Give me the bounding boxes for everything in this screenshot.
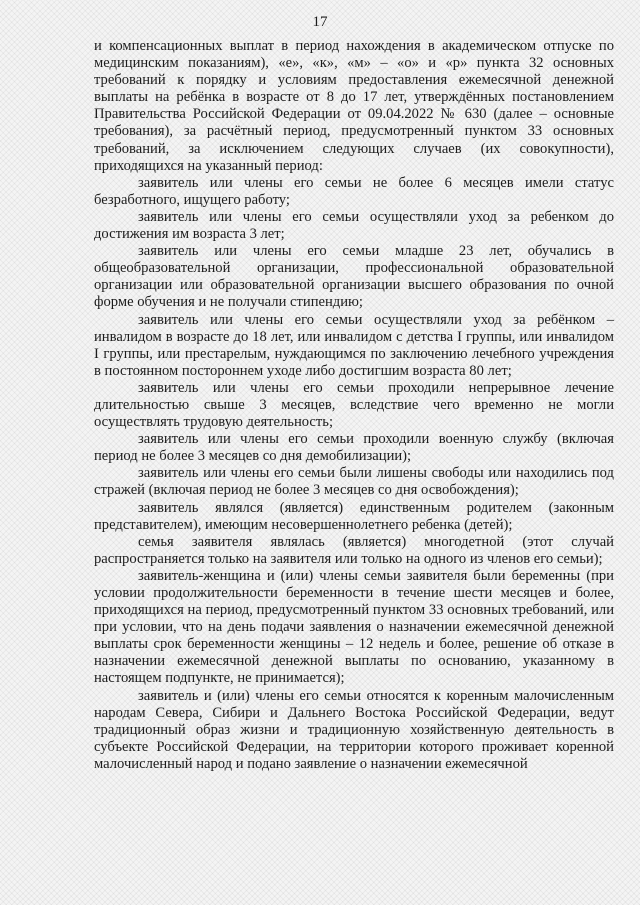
document-body — [94, 38, 614, 773]
paragraph: семья заявителя являлась (является) многодетной (этот случай распространяется только на заявителя или только на одного из членов его семьи); — [94, 533, 614, 567]
paragraph: заявитель и (или) члены его семьи относятся к коренным малочисленным народам Севера, Сибири и Дальнего Востока Российской Федерации, ведут традиционный образ жизни и традиционную хозяйственную деятельность в субъекте Российской Федерации, на территории которого проживает коренной малочисленный народ и подано заявление о назначении ежемесячной — [94, 687, 614, 772]
paragraph: заявитель или члены его семьи были лишены свободы или находились под стражей (включая период не более 3 месяцев со дня освобождения); — [94, 465, 614, 499]
paragraph: заявитель или члены его семьи осуществляли уход за ребёнком – инвалидом в возрасте до 18 лет, или инвалидом с детства I группы, или инвалидом I группы, или престарелым, нуждающимся по заключению лечебного учреждения в постоянном постороннем уходе либо достигшим возраста 80 лет; — [94, 311, 614, 379]
page-number: 17 — [312, 14, 328, 30]
paragraph: заявитель-женщина и (или) члены семьи заявителя были беременны (при условии продолжительности беременности в течение шести месяцев и более, приходящихся на период, предусмотренный пунктом 33 основных требований, или при условии, что на день подачи заявления о назначении ежемесячной денежной выплаты срок беременности женщины – 12 недель и более, решение об отказе в назначении ежемесячной денежной выплаты по основанию, указанному в настоящем подпункте, не принимается); — [94, 567, 614, 687]
paragraph: заявитель или члены его семьи проходили непрерывное лечение длительностью свыше 3 месяцев, вследствие чего временно не могли осуществлять трудовую деятельность; — [94, 379, 614, 431]
paragraph: и компенсационных выплат в период нахождения в академическом отпуске по медицинским показаниям), «е», «к», «м» – «о» и «р» пункта 32 основных требований к порядку и условиям предоставления ежемесячной денежной выплаты на ребёнка в возрасте от 8 до 17 лет, утверждённых постановлением Правительства Российской Федерации от 09.04.2022 № 630 (далее – основные требования), за расчётный период, предусмотренный пунктом 33 основных требований, за исключением следующих случаев (их совокупности), приходящихся на указанный период: — [94, 38, 614, 174]
paragraph: заявитель или члены его семьи младше 23 лет, обучались в общеобразовательной организации, профессиональной образовательной организации или образовательной организации высшего образования по очной форме обучения и не получали стипендию; — [94, 243, 614, 311]
paragraph: заявитель являлся (является) единственным родителем (законным представителем), имеющим несовершеннолетнего ребенка (детей); — [94, 499, 614, 533]
paragraph: заявитель или члены его семьи не более 6 месяцев имели статус безработного, ищущего работу; — [94, 174, 614, 208]
paragraph: заявитель или члены его семьи проходили военную службу (включая период не более 3 месяцев со дня демобилизации); — [94, 431, 614, 465]
paragraph: заявитель или члены его семьи осуществляли уход за ребенком до достижения им возраста 3 лет; — [94, 208, 614, 243]
